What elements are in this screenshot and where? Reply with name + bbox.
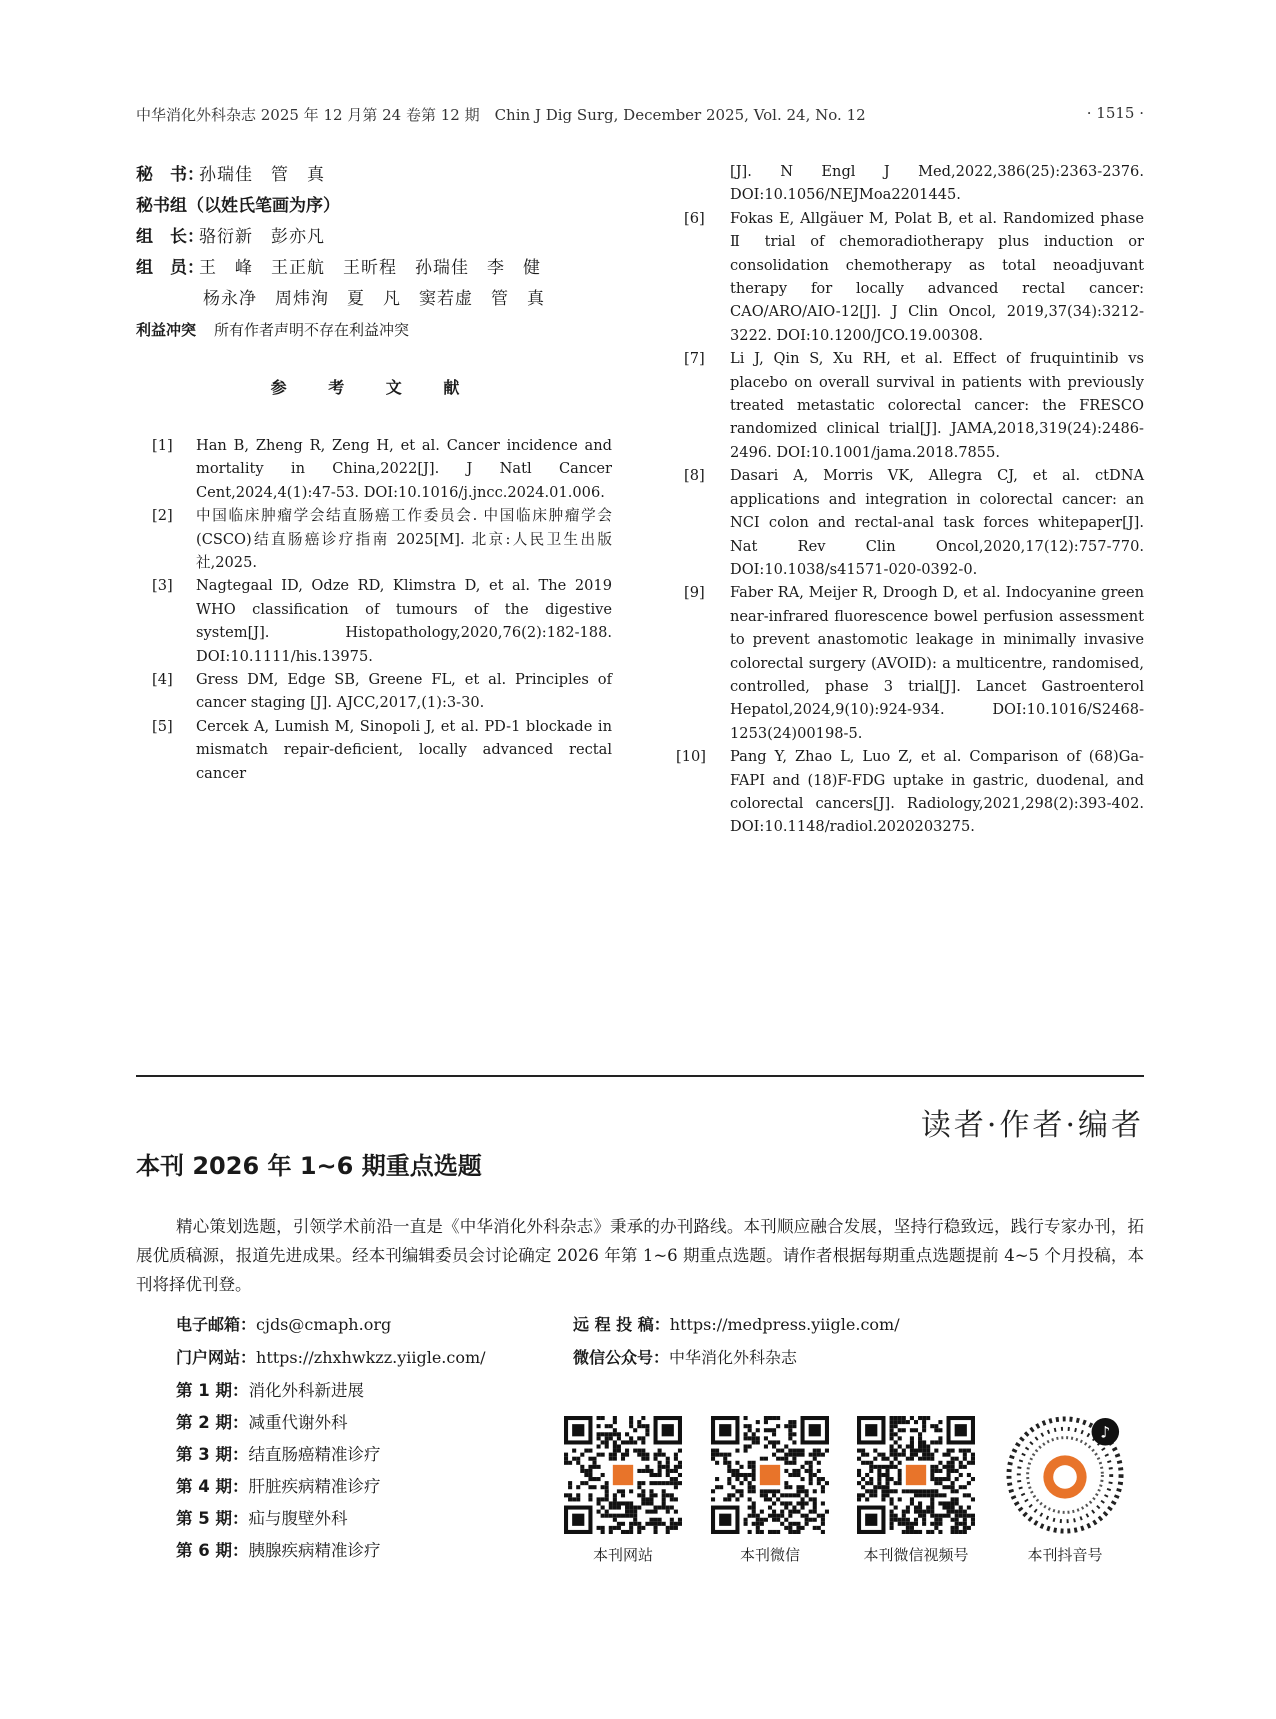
- notice-intro: 精心策划选题，引领学术前沿一直是《中华消化外科杂志》秉承的办刊路线。本刊顺应融合发展，坚持行稳致远，践行专家办刊，拓展优质稿源，报道先进成果。经本刊编辑委员会讨论确定 2026 年第 1~6 期重点选题。请作者根据每期重点选题提前 4~5 个月投稿，本刊将择优刊登。: [136, 1217, 1144, 1294]
- reference-text: Han B, Zheng R, Zeng H, et al. Cancer incidence and mortality in China,2022[J]. J Natl Cancer Cent,2024,4(1):47-53. DOI:10.1016/j.jncc.2024.01.006.: [196, 437, 612, 501]
- issue-topic-text: 减重代谢外科: [248, 1413, 348, 1432]
- wechat-row: [573, 1345, 797, 1368]
- reference-item: [136, 504, 612, 574]
- notice-title: 本刊 2026 年 1~6 期重点选题: [136, 1152, 482, 1180]
- email-value[interactable]: cjds@cmaph.org: [256, 1315, 392, 1334]
- reference-text: [J]. N Engl J Med,2022,386(25):2363-2376. DOI:10.1056/NEJMoa2201445.: [730, 163, 1144, 204]
- issue-topic: [176, 1409, 347, 1433]
- right-column: [676, 160, 1144, 839]
- portal-label: 门户网站：: [176, 1348, 257, 1367]
- leader-row: [136, 222, 612, 253]
- issue-topic: [176, 1473, 380, 1497]
- reference-text: 中国临床肿瘤学会结直肠癌工作委员会. 中国临床肿瘤学会(CSCO)结直肠癌诊疗指南 2025[M]. 北京:人民卫生出版社,2025.: [196, 507, 612, 572]
- qr-caption: 本刊抖音号: [1027, 1546, 1103, 1564]
- reference-item-continued: [676, 160, 1144, 207]
- issue-topic: [176, 1505, 347, 1529]
- left-column: [136, 160, 612, 785]
- reference-item: [676, 581, 1144, 745]
- reference-item: [676, 207, 1144, 347]
- qr-code-icon[interactable]: [711, 1416, 829, 1534]
- journal-citation-header: 中华消化外科杂志 2025 年 12 月第 24 卷第 12 期 Chin J Dig Surg, December 2025, Vol. 24, No. 12: [136, 106, 866, 124]
- reference-text: Pang Y, Zhao L, Luo Z, et al. Comparison of (68)Ga-FAPI and (18)F-FDG uptake in gastric, duodenal, and colorectal cancers[J]. Radiology,2021,298(2):393-402. DOI:10.1148/radiol.2020203275.: [730, 748, 1144, 836]
- reference-number: [10]: [676, 748, 706, 766]
- references-title: 参 考 文 献: [270, 378, 478, 397]
- reference-text: Fokas E, Allgäuer M, Polat B, et al. Randomized phase Ⅱ trial of chemoradiotherapy plus induction or consolidation chemotherapy as total neoadjuvant therapy for locally advanced rectal cancer: CAO/ARO/AIO-12[J]. J Clin Oncol, 2019,37(34):3212-3222. DOI:10.1200/JCO.19.00308.: [730, 209, 1144, 344]
- section-divider: [136, 1075, 1144, 1077]
- reference-number: [3]: [152, 577, 173, 595]
- member-names-2: 杨永净 周炜洵 夏 凡 窦若虚 管 真: [203, 289, 545, 309]
- secretary-row: [136, 160, 612, 191]
- reference-item: [136, 668, 612, 715]
- qr-code-icon[interactable]: [564, 1416, 682, 1534]
- reference-number: [2]: [152, 507, 173, 525]
- email-label: 电子邮箱：: [176, 1315, 257, 1334]
- member-row-cont: [136, 284, 612, 315]
- svg-text:♪: ♪: [1100, 1422, 1111, 1442]
- reference-item: [136, 574, 612, 668]
- issue-label: 第 5 期：: [176, 1509, 249, 1528]
- reference-item: [676, 464, 1144, 581]
- qr-caption: 本刊网站: [592, 1546, 653, 1564]
- issue-label: 第 1 期：: [176, 1381, 249, 1400]
- submission-link[interactable]: https://medpress.yiigle.com/: [669, 1315, 900, 1334]
- reference-text: Gress DM, Edge SB, Greene FL, et al. Principles of cancer staging [J]. AJCC,2017,(1):3-30.: [196, 671, 612, 712]
- member-names-1: 王 峰 王正航 王昕程 孙瑞佳 李 健: [199, 258, 541, 278]
- member-row: [136, 253, 612, 284]
- reference-text: Li J, Qin S, Xu RH, et al. Effect of fruquintinib vs placebo on overall survival in patients with previously treated metastatic colorectal cancer: the FRESCO randomized clinical trial[J]. JAMA,2018,319(24):2486-2496. DOI:10.1001/jama.2018.7855.: [730, 350, 1144, 461]
- submission-label: 远 程 投 稿：: [573, 1315, 670, 1334]
- leader-names: 骆衍新 彭亦凡: [199, 227, 325, 247]
- issue-topic-text: 结直肠癌精准诊疗: [248, 1445, 381, 1464]
- section-label: 读者·作者·编者: [920, 1108, 1144, 1143]
- qr-caption: 本刊微信视频号: [863, 1546, 969, 1564]
- reference-number: [1]: [152, 437, 173, 454]
- secretary-group-heading: 秘书组（以姓氏笔画为序）: [136, 196, 340, 216]
- reference-number: [5]: [152, 717, 173, 735]
- reference-number: [7]: [684, 350, 705, 368]
- portal-row: [176, 1345, 486, 1368]
- reference-text: Cercek A, Lumish M, Sinopoli J, et al. PD-1 blockade in mismatch repair-deficient, locally advanced rectal cancer: [196, 717, 612, 782]
- reference-number: [6]: [684, 209, 705, 227]
- reference-item: [136, 715, 612, 785]
- issue-label: 第 6 期：: [176, 1541, 249, 1560]
- issue-topic: [176, 1377, 364, 1401]
- reference-number: [4]: [152, 671, 173, 689]
- issue-label: 第 4 期：: [176, 1477, 249, 1496]
- page-number: · 1515 ·: [1086, 104, 1144, 122]
- douyin-qr-icon[interactable]: [1006, 1416, 1124, 1534]
- qr-wechat: [708, 1416, 832, 1565]
- issue-label: 第 2 期：: [176, 1413, 249, 1432]
- issue-topic: [176, 1537, 380, 1561]
- reference-item: [136, 434, 612, 504]
- conflict-of-interest: [136, 315, 612, 345]
- coi-text: 所有作者声明不存在利益冲突: [214, 321, 410, 339]
- issue-topic-text: 消化外科新进展: [248, 1381, 364, 1400]
- issue-topic-text: 胰腺疾病精准诊疗: [248, 1541, 381, 1560]
- issue-topic-text: 疝与腹壁外科: [248, 1509, 348, 1528]
- portal-link[interactable]: https://zhxhwkzz.yiigle.com/: [256, 1348, 486, 1367]
- secretary-label: 秘 书：: [136, 165, 204, 185]
- wechat-label: 微信公众号：: [573, 1348, 670, 1367]
- reference-text: Dasari A, Morris VK, Allegra CJ, et al. ctDNA applications and integration in colorectal cancer: an NCI colon and rectal-anal task forces whitepaper[J]. Nat Rev Clin Oncol,2020,17(12):757-770. DOI:10.1038/s41571-020-0392-0.: [730, 467, 1144, 578]
- reference-item: [676, 745, 1144, 839]
- reference-item: [676, 347, 1144, 464]
- issue-topic: [176, 1441, 380, 1465]
- submission-row: [573, 1312, 900, 1335]
- reference-number: [9]: [684, 584, 705, 602]
- coi-label: 利益冲突: [136, 321, 197, 339]
- qr-code-icon[interactable]: [857, 1416, 975, 1534]
- secretary-group-heading-row: [136, 191, 612, 222]
- qr-douyin: [1000, 1416, 1130, 1565]
- reference-text: Nagtegaal ID, Odze RD, Klimstra D, et al. The 2019 WHO classification of tumours of the digestive system[J]. Histopathology,2020,76(2):182-188. DOI:10.1111/his.13975.: [196, 577, 612, 665]
- issue-label: 第 3 期：: [176, 1445, 249, 1464]
- secretary-names: 孙瑞佳 管 真: [199, 165, 325, 185]
- issue-topic-text: 肝脏疾病精准诊疗: [248, 1477, 381, 1496]
- qr-caption: 本刊微信: [739, 1546, 800, 1564]
- email-row: [176, 1312, 391, 1335]
- reference-text: Faber RA, Meijer R, Droogh D, et al. Indocyanine green near-infrared fluorescence bowel perfusion assessment to prevent anastomotic leakage in minimally invasive colorectal surgery (AVOID): a multicentre, randomised, controlled, phase 3 trial[J]. Lancet Gastroenterol Hepatol,2024,9(10):924-934. DOI:10.1016/S2468-1253(24)00198-5.: [730, 584, 1144, 742]
- leader-label: 组 长：: [136, 227, 204, 247]
- member-label: 组 员：: [136, 258, 204, 278]
- wechat-value: 中华消化外科杂志: [669, 1348, 798, 1367]
- reference-number: [8]: [684, 467, 705, 485]
- qr-wechat-video: [846, 1416, 986, 1565]
- qr-website: [561, 1416, 685, 1565]
